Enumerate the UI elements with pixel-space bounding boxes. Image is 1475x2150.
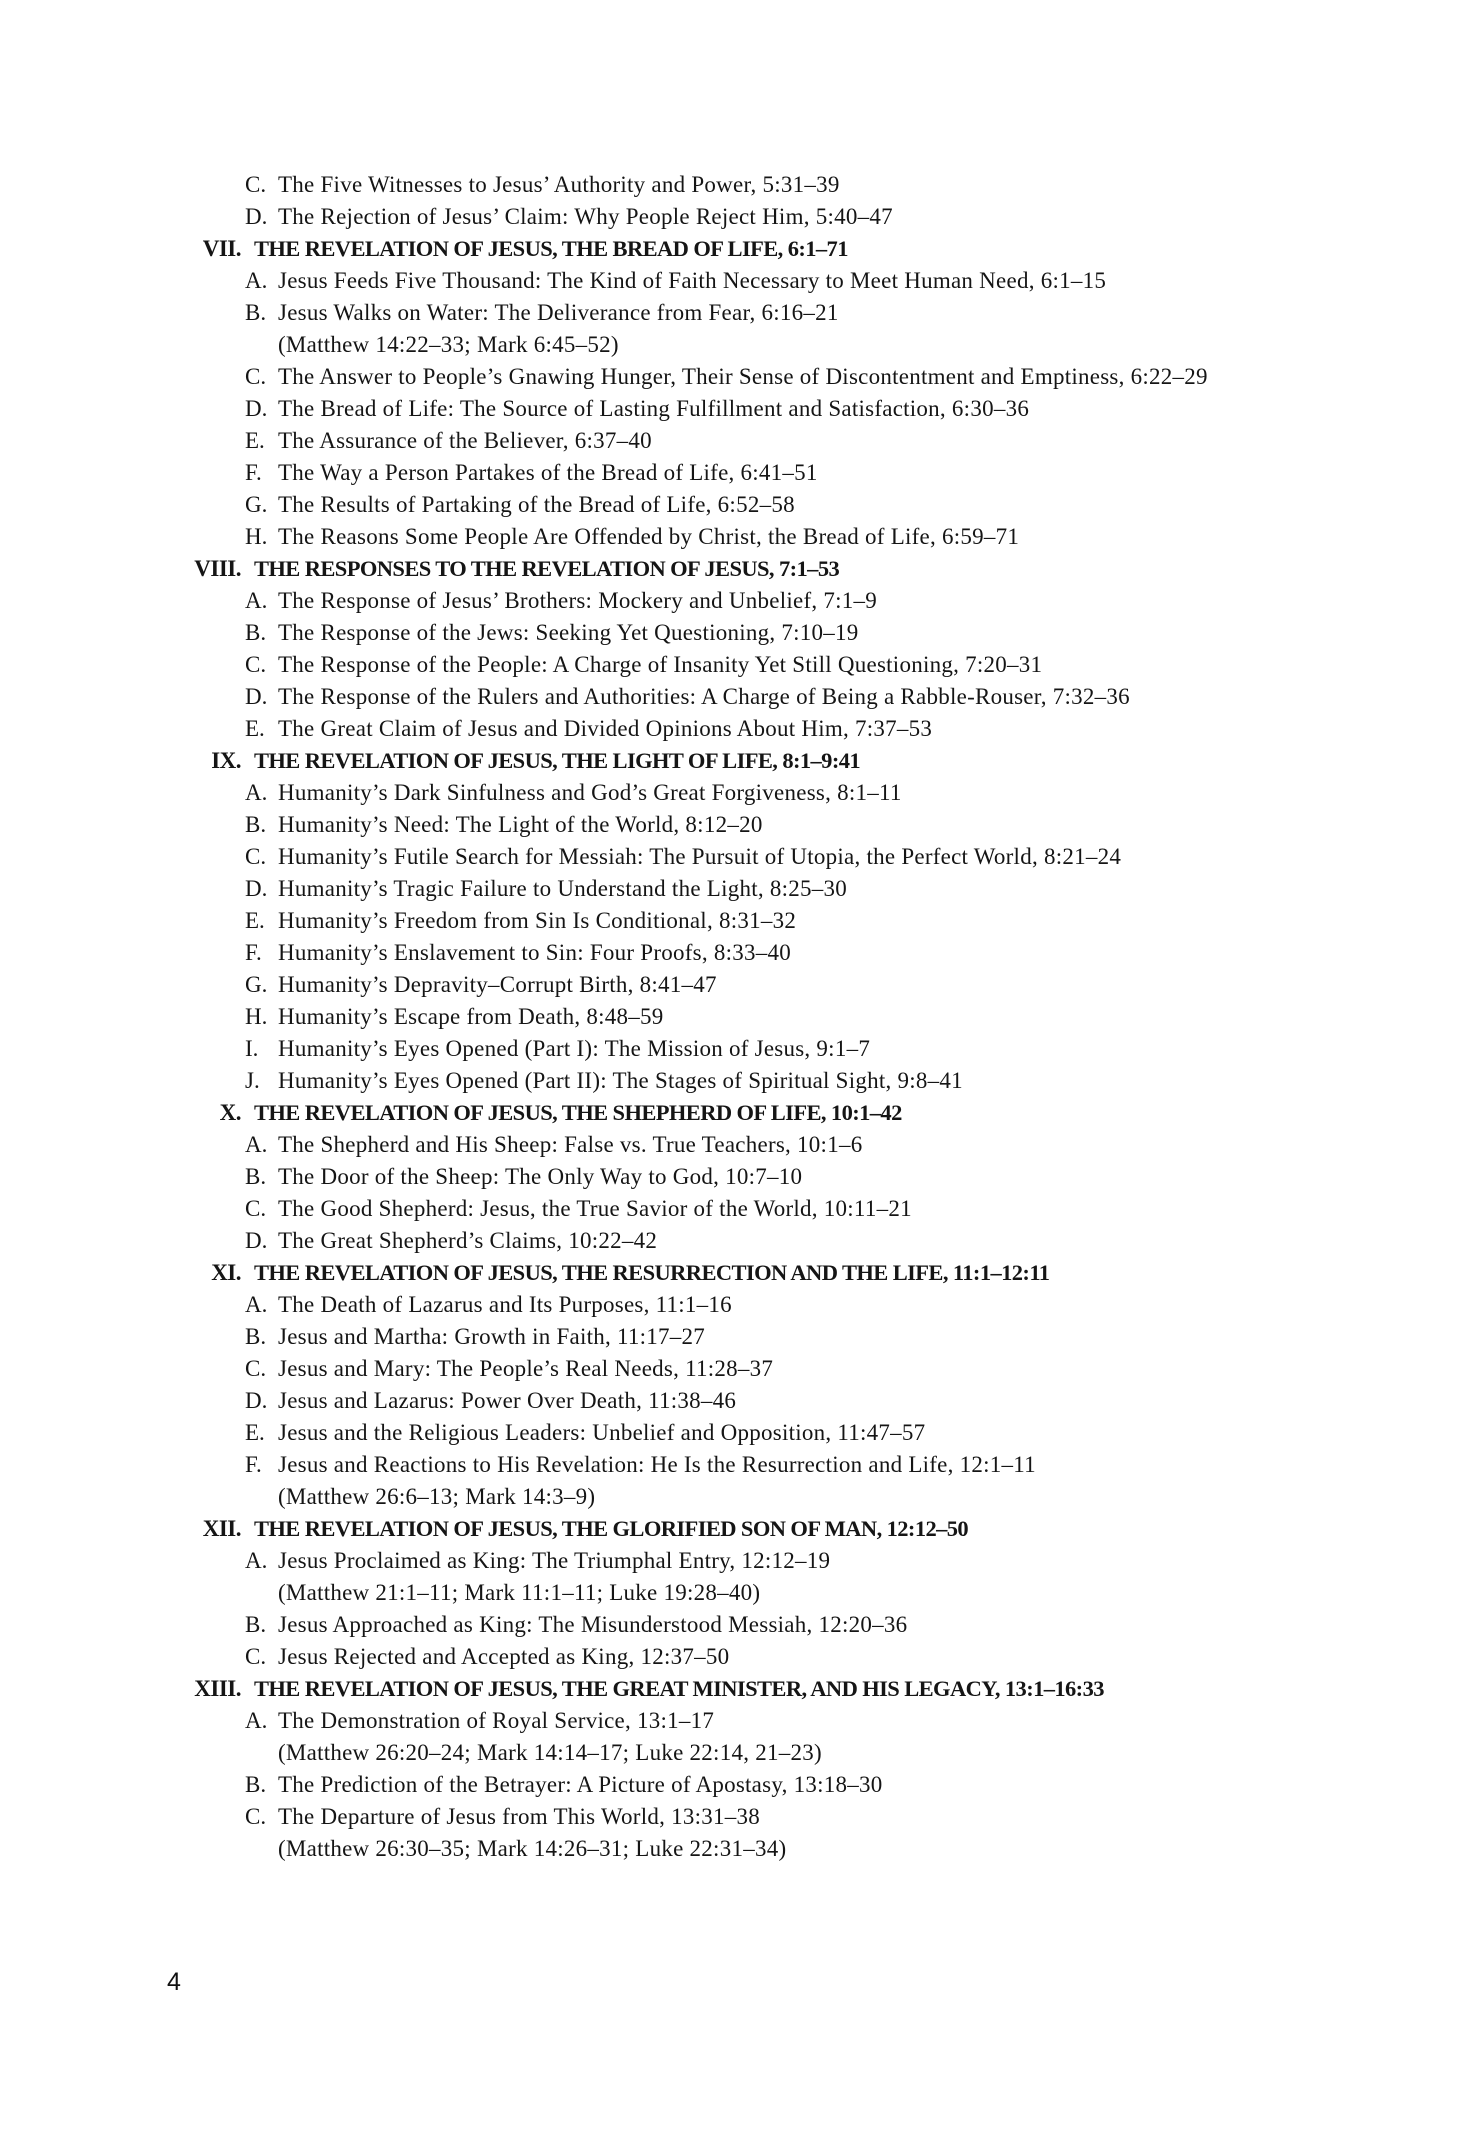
outline-item-row [0, 1065, 1475, 1097]
item-text: Humanity’s Eyes Opened (Part II): The Stages of Spiritual Sight, 9:8–41 [278, 1068, 963, 1093]
item-text: Humanity’s Need: The Light of the World, 8:12–20 [278, 812, 763, 837]
item-letter: D. [245, 396, 268, 421]
outline-item-row [0, 265, 1475, 297]
outline-item-row [0, 297, 1475, 329]
item-letter: D. [245, 204, 268, 229]
item-text: Humanity’s Freedom from Sin Is Conditional, 8:31–32 [278, 908, 797, 933]
item-letter: E. [245, 1420, 265, 1445]
outline-item-row [0, 1705, 1475, 1737]
item-text: The Shepherd and His Sheep: False vs. True Teachers, 10:1–6 [278, 1132, 863, 1157]
item-text: The Great Claim of Jesus and Divided Opinions About Him, 7:37–53 [278, 716, 933, 741]
section-numeral: XI. [211, 1260, 241, 1285]
section-numeral: XII. [202, 1516, 241, 1541]
outline-item-row [0, 1385, 1475, 1417]
item-letter: C. [245, 364, 267, 389]
item-text: Jesus Rejected and Accepted as King, 12:37–50 [278, 1644, 730, 1669]
item-letter: E. [245, 428, 265, 453]
item-letter: G. [245, 972, 268, 997]
item-text: Humanity’s Futile Search for Messiah: The Pursuit of Utopia, the Perfect World, 8:21–24 [278, 844, 1122, 869]
outline-item-row [0, 1033, 1475, 1065]
outline-item-row [0, 841, 1475, 873]
item-text: The Prediction of the Betrayer: A Picture of Apostasy, 13:18–30 [278, 1772, 883, 1797]
outline-section-row [0, 1257, 1475, 1289]
section-numeral: VIII. [194, 556, 241, 581]
item-letter: E. [245, 908, 265, 933]
outline-item-row [0, 489, 1475, 521]
item-letter: I. [245, 1036, 259, 1061]
item-letter: B. [245, 300, 267, 325]
continuation-text: (Matthew 14:22–33; Mark 6:45–52) [278, 332, 619, 357]
item-letter: C. [245, 1644, 267, 1669]
outline-item-row [0, 1161, 1475, 1193]
section-title: THE REVELATION OF JESUS, THE BREAD OF LIFE, 6:1–71 [254, 236, 848, 261]
outline-item-row [0, 393, 1475, 425]
item-text: Humanity’s Depravity–Corrupt Birth, 8:41–47 [278, 972, 717, 997]
outline-item-row [0, 1801, 1475, 1833]
item-letter: A. [245, 1708, 268, 1733]
item-text: Humanity’s Escape from Death, 8:48–59 [278, 1004, 664, 1029]
item-letter: C. [245, 1804, 267, 1829]
outline-item-row [0, 1353, 1475, 1385]
outline-item-row [0, 1641, 1475, 1673]
continuation-text: (Matthew 26:6–13; Mark 14:3–9) [278, 1484, 596, 1509]
outline-continuation-row [0, 1737, 1475, 1769]
item-text: Humanity’s Enslavement to Sin: Four Proofs, 8:33–40 [278, 940, 791, 965]
item-letter: J. [245, 1068, 260, 1093]
outline-item-row [0, 681, 1475, 713]
outline-item-row [0, 585, 1475, 617]
item-letter: B. [245, 812, 267, 837]
outline-item-row [0, 1609, 1475, 1641]
outline-item-row [0, 873, 1475, 905]
item-letter: E. [245, 716, 265, 741]
section-numeral: XIII. [194, 1676, 241, 1701]
item-text: Jesus and Mary: The People’s Real Needs, 11:28–37 [278, 1356, 774, 1381]
item-letter: A. [245, 1132, 268, 1157]
item-text: The Departure of Jesus from This World, 13:31–38 [278, 1804, 760, 1829]
item-text: The Way a Person Partakes of the Bread of Life, 6:41–51 [278, 460, 818, 485]
outline-item-row [0, 1545, 1475, 1577]
item-text: The Response of the People: A Charge of Insanity Yet Still Questioning, 7:20–31 [278, 652, 1043, 677]
item-text: Jesus and Lazarus: Power Over Death, 11:38–46 [278, 1388, 737, 1413]
outline-section-row [0, 1097, 1475, 1129]
item-letter: D. [245, 1228, 268, 1253]
outline-item-row [0, 713, 1475, 745]
section-title: THE REVELATION OF JESUS, THE GLORIFIED SON OF MAN, 12:12–50 [254, 1516, 969, 1541]
item-letter: A. [245, 588, 268, 613]
outline-section-row [0, 1513, 1475, 1545]
outline-continuation-row [0, 329, 1475, 361]
outline-section-row [0, 1673, 1475, 1705]
item-letter: C. [245, 172, 267, 197]
item-text: The Death of Lazarus and Its Purposes, 11:1–16 [278, 1292, 732, 1317]
item-text: Jesus Approached as King: The Misunderstood Messiah, 12:20–36 [278, 1612, 908, 1637]
item-text: Humanity’s Tragic Failure to Understand the Light, 8:25–30 [278, 876, 848, 901]
item-letter: G. [245, 492, 268, 517]
item-letter: H. [245, 524, 268, 549]
outline-item-row [0, 617, 1475, 649]
section-title: THE RESPONSES TO THE REVELATION OF JESUS, 7:1–53 [254, 556, 840, 581]
outline-item-row [0, 1225, 1475, 1257]
item-letter: C. [245, 844, 267, 869]
item-text: Jesus Proclaimed as King: The Triumphal Entry, 12:12–19 [278, 1548, 831, 1573]
outline-item-row [0, 1289, 1475, 1321]
outline-item-row [0, 777, 1475, 809]
item-text: The Good Shepherd: Jesus, the True Savior of the World, 10:11–21 [278, 1196, 912, 1221]
item-letter: F. [245, 460, 262, 485]
outline-item-row [0, 457, 1475, 489]
item-letter: D. [245, 876, 268, 901]
outline-item-row [0, 1001, 1475, 1033]
outline-item-row [0, 1193, 1475, 1225]
item-text: The Response of Jesus’ Brothers: Mockery and Unbelief, 7:1–9 [278, 588, 878, 613]
section-title: THE REVELATION OF JESUS, THE LIGHT OF LIFE, 8:1–9:41 [254, 748, 861, 773]
item-text: Humanity’s Dark Sinfulness and God’s Great Forgiveness, 8:1–11 [278, 780, 902, 805]
outline-item-row [0, 937, 1475, 969]
item-letter: A. [245, 268, 268, 293]
outline-section-row [0, 553, 1475, 585]
item-letter: D. [245, 684, 268, 709]
outline-continuation-row [0, 1577, 1475, 1609]
item-text: Jesus Walks on Water: The Deliverance from Fear, 6:16–21 [278, 300, 839, 325]
page-number: 4 [167, 1968, 181, 1996]
item-letter: C. [245, 1196, 267, 1221]
outline-item-row [0, 649, 1475, 681]
item-text: The Demonstration of Royal Service, 13:1–17 [278, 1708, 715, 1733]
item-letter: H. [245, 1004, 268, 1029]
continuation-text: (Matthew 21:1–11; Mark 11:1–11; Luke 19:28–40) [278, 1580, 761, 1605]
item-text: The Great Shepherd’s Claims, 10:22–42 [278, 1228, 658, 1253]
section-title: THE REVELATION OF JESUS, THE SHEPHERD OF LIFE, 10:1–42 [254, 1100, 902, 1125]
item-text: Jesus Feeds Five Thousand: The Kind of Faith Necessary to Meet Human Need, 6:1–15 [278, 268, 1107, 293]
item-text: The Assurance of the Believer, 6:37–40 [278, 428, 652, 453]
continuation-text: (Matthew 26:30–35; Mark 14:26–31; Luke 22:31–34) [278, 1836, 787, 1861]
outline-section-row [0, 745, 1475, 777]
item-text: The Response of the Jews: Seeking Yet Questioning, 7:10–19 [278, 620, 859, 645]
item-text: Jesus and Reactions to His Revelation: He Is the Resurrection and Life, 12:1–11 [278, 1452, 1036, 1477]
continuation-text: (Matthew 26:20–24; Mark 14:14–17; Luke 22:14, 21–23) [278, 1740, 822, 1765]
section-title: THE REVELATION OF JESUS, THE RESURRECTION AND THE LIFE, 11:1–12:11 [254, 1260, 1050, 1285]
item-text: The Rejection of Jesus’ Claim: Why People Reject Him, 5:40–47 [278, 204, 893, 229]
outline-item-row [0, 1321, 1475, 1353]
outline-item-row [0, 521, 1475, 553]
item-letter: A. [245, 780, 268, 805]
item-letter: A. [245, 1292, 268, 1317]
outline-item-row [0, 1769, 1475, 1801]
item-text: The Answer to People’s Gnawing Hunger, Their Sense of Discontentment and Emptiness, 6:22–29 [278, 364, 1208, 389]
item-text: The Results of Partaking of the Bread of Life, 6:52–58 [278, 492, 795, 517]
item-letter: A. [245, 1548, 268, 1573]
outline-continuation-row [0, 1481, 1475, 1513]
outline-item-row [0, 969, 1475, 1001]
item-letter: B. [245, 620, 267, 645]
outline-item-row [0, 425, 1475, 457]
item-letter: D. [245, 1388, 268, 1413]
outline-continuation-row [0, 1833, 1475, 1865]
item-text: The Five Witnesses to Jesus’ Authority and Power, 5:31–39 [278, 172, 840, 197]
item-text: Jesus and the Religious Leaders: Unbelief and Opposition, 11:47–57 [278, 1420, 926, 1445]
section-numeral: IX. [211, 748, 241, 773]
item-text: Humanity’s Eyes Opened (Part I): The Mission of Jesus, 9:1–7 [278, 1036, 871, 1061]
item-text: The Response of the Rulers and Authorities: A Charge of Being a Rabble-Rouser, 7:32–36 [278, 684, 1130, 709]
item-text: Jesus and Martha: Growth in Faith, 11:17–27 [278, 1324, 706, 1349]
item-text: The Bread of Life: The Source of Lasting Fulfillment and Satisfaction, 6:30–36 [278, 396, 1030, 421]
item-letter: B. [245, 1164, 267, 1189]
item-letter: B. [245, 1612, 267, 1637]
outline-list [0, 169, 1475, 1865]
item-letter: F. [245, 1452, 262, 1477]
item-letter: B. [245, 1772, 267, 1797]
outline-item-row [0, 905, 1475, 937]
outline-item-row [0, 1449, 1475, 1481]
section-title: THE REVELATION OF JESUS, THE GREAT MINISTER, AND HIS LEGACY, 13:1–16:33 [254, 1676, 1104, 1701]
section-numeral: X. [219, 1100, 241, 1125]
outline-item-row [0, 201, 1475, 233]
outline-item-row [0, 1417, 1475, 1449]
item-text: The Reasons Some People Are Offended by Christ, the Bread of Life, 6:59–71 [278, 524, 1020, 549]
item-letter: F. [245, 940, 262, 965]
outline-item-row [0, 169, 1475, 201]
item-letter: C. [245, 1356, 267, 1381]
item-letter: C. [245, 652, 267, 677]
outline-item-row [0, 361, 1475, 393]
outline-section-row [0, 233, 1475, 265]
section-numeral: VII. [202, 236, 241, 261]
outline-item-row [0, 809, 1475, 841]
item-letter: B. [245, 1324, 267, 1349]
outline-item-row [0, 1129, 1475, 1161]
item-text: The Door of the Sheep: The Only Way to God, 10:7–10 [278, 1164, 803, 1189]
